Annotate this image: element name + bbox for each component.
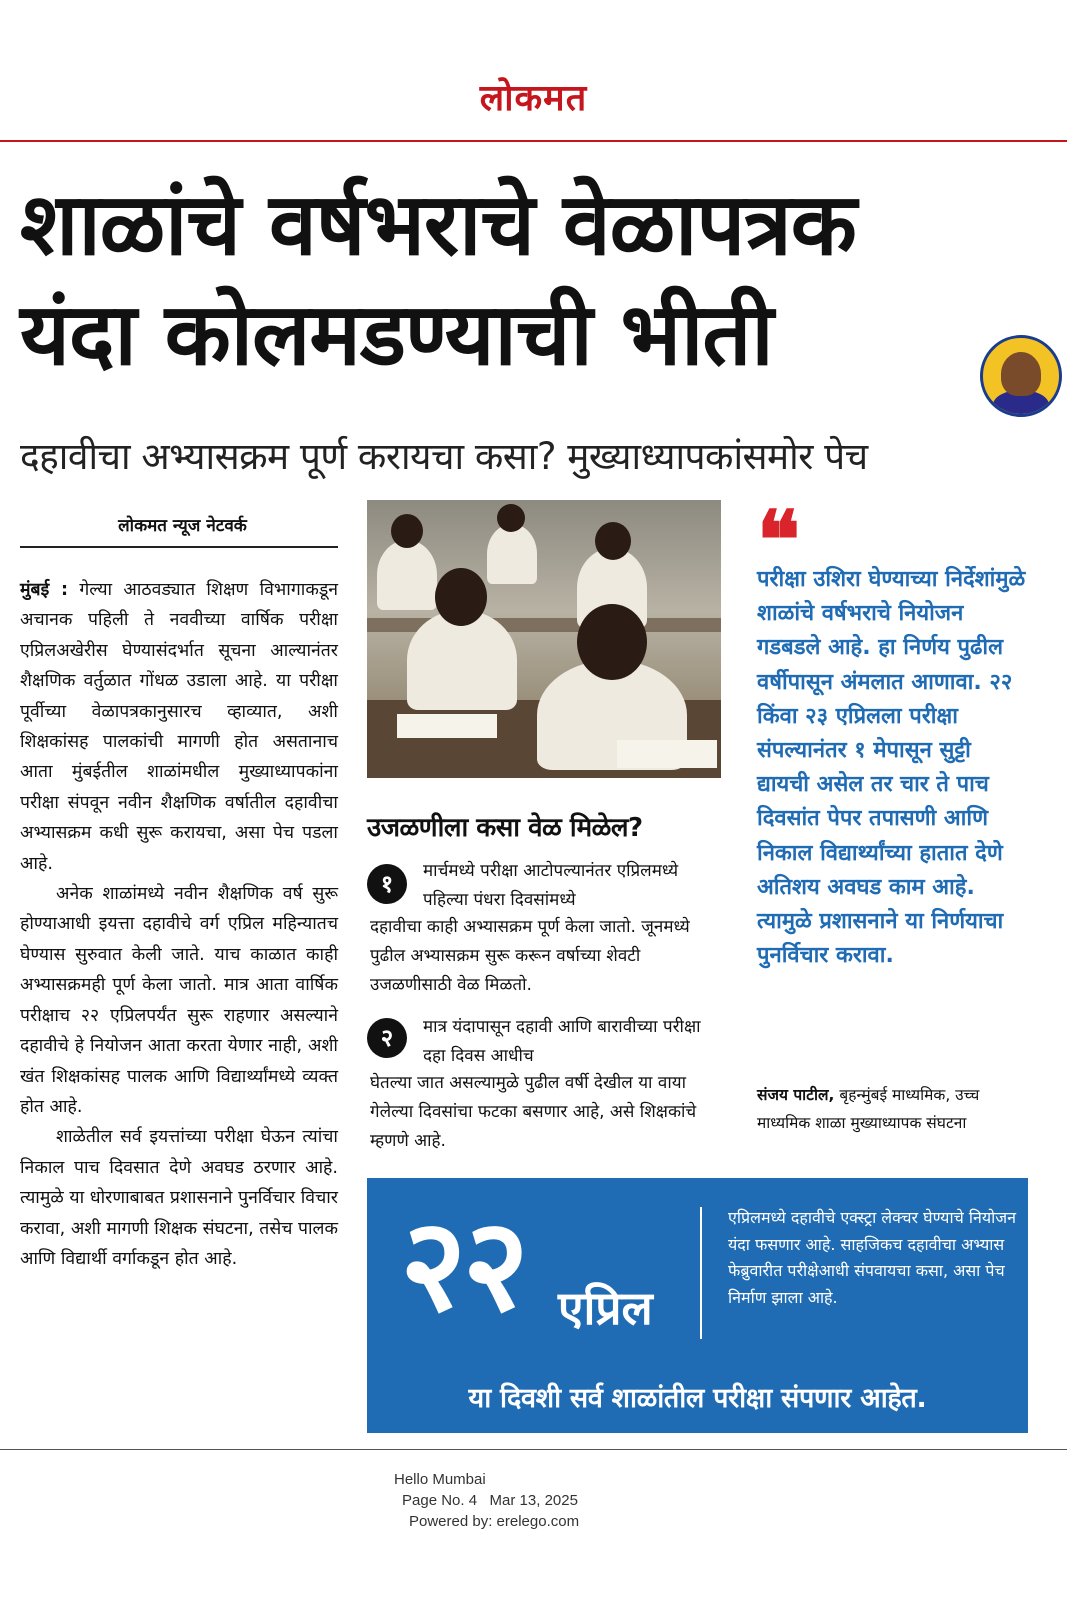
footer-divider <box>0 1449 1067 1450</box>
point-1-lead: मार्चमध्ये परीक्षा आटोपल्यानंतर एप्रिलमध्ये पहिल्या पंधरा दिवसांमध्ये <box>423 861 679 910</box>
point-1-text: दहावीचा काही अभ्यासक्रम पूर्ण केला जातो. जूनमध्ये पुढील अभ्यासक्रम सुरू करून वर्षाच्या शेवटी उजळणीसाठी वेळ मिळतो. <box>370 917 690 995</box>
paragraph-2: अनेक शाळांमध्ये नवीन शैक्षणिक वर्ष सुरू होण्याआधी इयत्ता दहावीचे वर्ग एप्रिल महिन्यातच घेण्यास सुरुवात केली जाते. याच काळात काही अभ्यासक्रमही पूर्ण केला जातो. मात्र आता वार्षिक परीक्षाच २२ एप्रिलपर्यंत सुरू राहणार असल्याने दहावीचे हे नियोजन आता करता येणार नाही, अशी खंत शिक्षकांसह पालक आणि विद्यार्थ्यांमध्ये व्यक्त होत आहे. <box>20 884 338 1117</box>
byline: लोकमत न्यूज नेटवर्क <box>118 516 247 536</box>
point-1-number: १ <box>367 864 407 904</box>
quote-speaker: संजय पाटील, <box>757 1086 835 1104</box>
info-date-month: एप्रिल <box>558 1281 653 1335</box>
byline-divider <box>20 546 338 548</box>
info-date-number: २२ <box>400 1191 526 1340</box>
page-date: Page No. 4 Mar 13, 2025 <box>402 1492 578 1509</box>
studio-badge-icon <box>980 335 1062 417</box>
info-divider <box>700 1207 702 1339</box>
headline-line-1: शाळांचे वर्षभराचे वेळापत्रक <box>20 175 856 275</box>
paragraph-3: शाळेतील सर्व इयत्तांच्या परीक्षा घेऊन त्यांचा निकाल पाच दिवसात देणे अवघड ठरणार आहे. त्यामुळे या धोरणाबाबत प्रशासनाने पुनर्विचार विचार करावा, अशी मागणी शिक्षक संघटना, तसेच पालक आणि विद्यार्थी वर्गाकडून होत आहे. <box>20 1127 338 1269</box>
students-exam-photo <box>367 500 721 778</box>
powered-by: Powered by: erelego.com <box>409 1513 580 1530</box>
dateline-city: मुंबई : <box>20 580 69 600</box>
pull-quote: परीक्षा उशिरा घेण्याच्या निर्देशांमुळे शाळांचे वर्षभराचे नियोजन गडबडले आहे. हा निर्णय पुढील वर्षीपासून अंमलात आणावा. २२ किंवा २३ एप्रिलला परीक्षा संपल्यानंतर १ मेपासून सुट्टी द्यायची असेल तर चार ते पाच दिवसांत पेपर तपासणी आणि निकाल विद्यार्थ्यांच्या हातात देणे अतिशय अवघड काम आहे. त्यामुळे प्रशासनाने या निर्णयाचा पुनर्विचार करावा. <box>757 567 1026 969</box>
headline-line-2: यंदा कोलमडण्याची भीती <box>20 285 773 385</box>
article-body <box>20 575 338 1274</box>
quote-attribution <box>757 1081 1029 1137</box>
paragraph-1: मुंबई : गेल्या आठवड्यात शिक्षण विभागाकडून अचानक पहिली ते नववीच्या वार्षिक परीक्षा एप्रिलअखेरीस घेण्यासंदर्भात सूचना आल्यानंतर शैक्षणिक वर्तुळात गोंधळ उडाला आहे. या परीक्षा पूर्वीच्या वेळापत्रकानुसारच व्हाव्यात, अशी शिक्षकांसह पालकांची मागणी होत असतानाच आता मुंबईतील शाळांमधील मुख्याध्यापकांना परीक्षा संपवून नवीन शैक्षणिक वर्षातील दहावीचा अभ्यासक्रम कधी सुरू करायचा, असा पेच पडला आहे. <box>20 580 339 874</box>
newspaper-logo: लोकमत <box>479 78 588 119</box>
sidebar-title: उजळणीला कसा वेळ मिळेल? <box>367 813 643 843</box>
point-2-text: घेतल्या जात असल्यामुळे पुढील वर्षी देखील या वाया गेलेल्या दिवसांचा फटका बसणार आहे, असे शिक्षकांचे म्हणणे आहे. <box>370 1073 697 1151</box>
edition-name: Hello Mumbai <box>394 1471 486 1488</box>
subheadline: दहावीचा अभ्यासक्रम पूर्ण करायचा कसा? मुख्याध्यापकांसमोर पेच <box>20 435 868 478</box>
info-text: एप्रिलमध्ये दहावीचे एक्स्ट्रा लेक्चर घेण्याचे नियोजन यंदा फसणार आहे. साहजिकच दहावीचा अभ्यास फेब्रुवारीत परीक्षेआधी संपवायचा कसा, असा पेच निर्माण झाला आहे. <box>728 1208 1017 1307</box>
point-2-number: २ <box>367 1018 407 1058</box>
quote-designation: बृहन्मुंबई माध्यमिक, उच्च माध्यमिक शाळा मुख्याध्यापक संघटना <box>757 1086 980 1132</box>
info-footer: या दिवशी सर्व शाळांतील परीक्षा संपणार आहेत. <box>468 1383 927 1414</box>
point-2-lead: मात्र यंदापासून दहावी आणि बारावीच्या परीक्षा दहा दिवस आधीच <box>423 1017 701 1066</box>
quote-mark-icon: ❝ <box>757 493 801 587</box>
